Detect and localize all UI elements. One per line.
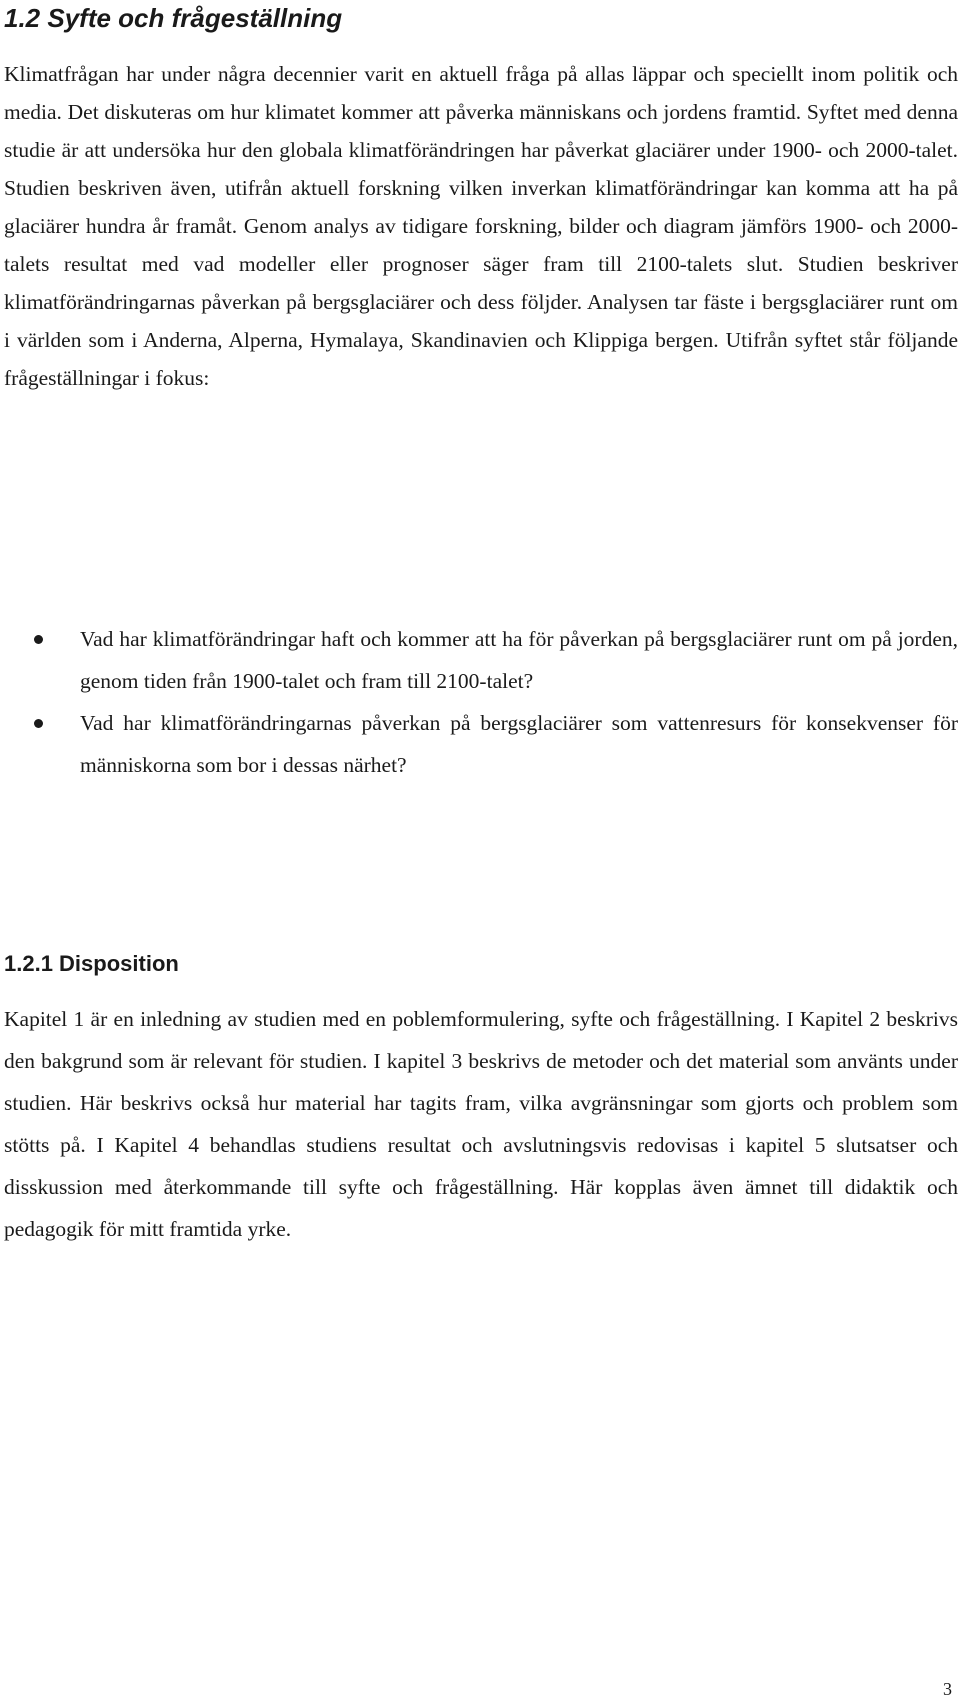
question-text: Vad har klimatförändringar haft och kommer att ha för påverkan på bergsglaciärer runt om på jorden, genom tiden från 1900-talet och fram till 2100-talet? bbox=[80, 627, 958, 693]
bullet-icon bbox=[34, 635, 43, 644]
question-list bbox=[4, 618, 958, 786]
intro-paragraph: Klimatfrågan har under några decennier varit en aktuell fråga på allas läppar och speciellt inom politik och media. Det diskuteras om hur klimatet kommer att påverka människans och jordens framtid. Syftet med denna studie är att undersöka hur den globala klimatförändringen har påverkat glaciärer under 1900- och 2000-talet. Studien beskriven även, utifrån aktuell forskning vilken inverkan klimatförändringar kan komma att ha på glaciärer hundra år framåt. Genom analys av tidigare forskning, bilder och diagram jämförs 1900- och 2000-talets resultat med vad modeller eller prognoser säger fram till 2100-talets slut. Studien beskriver klimatförändringarnas påverkan på bergsglaciärer och dess följder. Analysen tar fäste i bergsglaciärer runt om i världen som i Anderna, Alperna, Hymalaya, Skandinavien och Klippiga bergen. Utifrån syftet står följande frågeställningar i fokus: bbox=[4, 62, 958, 390]
question-text: Vad har klimatförändringarnas påverkan på bergsglaciärer som vattenresurs för konsekvenser för människorna som bor i dessas närhet? bbox=[80, 711, 958, 777]
question-item bbox=[4, 618, 958, 702]
page-number: 3 bbox=[943, 1679, 952, 1699]
section-heading: 1.2 Syfte och frågeställning bbox=[4, 3, 343, 33]
question-item bbox=[4, 702, 958, 786]
subsection-heading: 1.2.1 Disposition bbox=[4, 951, 179, 976]
bullet-icon bbox=[34, 719, 43, 728]
disposition-paragraph: Kapitel 1 är en inledning av studien med en poblemformulering, syfte och frågeställning. I Kapitel 2 beskrivs den bakgrund som är relevant för studien. I kapitel 3 beskrivs de metoder och det material som använts under studien. Här beskrivs också hur material har tagits fram, vilka avgränsningar som gjorts och problem som stötts på. I Kapitel 4 behandlas studiens resultat och avslutningsvis redovisas i kapitel 5 slutsatser och disskussion med återkommande till syfte och frågeställning. Här kopplas även ämnet till didaktik och pedagogik för mitt framtida yrke. bbox=[4, 1007, 958, 1241]
